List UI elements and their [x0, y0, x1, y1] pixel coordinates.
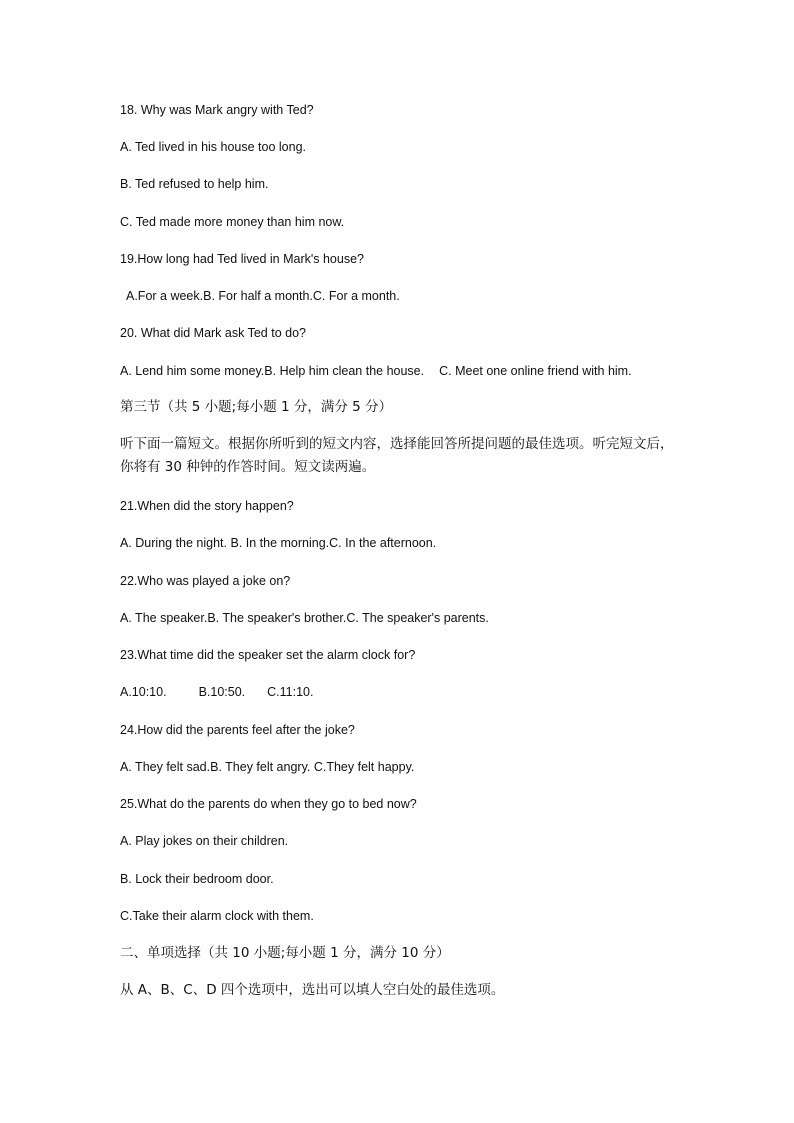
question-18-option-b: B. Ted refused to help him. [120, 177, 269, 191]
question-23-option-b: B.10:50. [198, 685, 246, 699]
question-18-option-c: C. Ted made more money than him now. [120, 215, 345, 229]
question-19-options: A.For a week.B. For half a month.C. For a month. [126, 289, 400, 303]
question-25-option-a: A. Play jokes on their children. [120, 834, 289, 848]
question-20-option-c: C. Meet one online friend with him. [439, 364, 632, 378]
section-3-instructions-line-2: 你将有 30 种钟的作答时间。短文读两遍。 [120, 459, 376, 475]
question-24: 24.How did the parents feel after the joke? [120, 723, 355, 737]
question-21-options: A. During the night. B. In the morning.C. In the afternoon. [120, 536, 437, 550]
question-23-option-a: A.10:10. [120, 685, 167, 699]
question-20: 20. What did Mark ask Ted to do? [120, 326, 306, 340]
question-19: 19.How long had Ted lived in Mark's house? [120, 252, 364, 266]
part-2-instructions: 从 A、B、C、D 四个选项中，选出可以填人空白处的最佳选项。 [120, 982, 505, 998]
section-3-title: 第三节（共 5 小题;每小题 1 分，满分 5 分） [120, 399, 393, 415]
question-20-options [120, 363, 632, 379]
question-23-options [120, 684, 313, 700]
question-20-options-ab: A. Lend him some money.B. Help him clean the house. [120, 364, 425, 378]
question-22: 22.Who was played a joke on? [120, 574, 291, 588]
question-23-option-c: C.11:10. [267, 685, 314, 699]
question-22-options: A. The speaker.B. The speaker's brother.C. The speaker's parents. [120, 611, 489, 625]
question-21: 21.When did the story happen? [120, 499, 294, 513]
question-25: 25.What do the parents do when they go to bed now? [120, 797, 417, 811]
section-3-instructions-line-1: 听下面一篇短文。根据你所听到的短文内容，选择能回答所提问题的最佳选项。听完短文后， [120, 436, 674, 452]
question-25-option-c: C.Take their alarm clock with them. [120, 909, 314, 923]
question-23: 23.What time did the speaker set the alarm clock for? [120, 648, 416, 662]
part-2-title: 二、单项选择（共 10 小题;每小题 1 分，满分 10 分） [120, 945, 450, 961]
question-25-option-b: B. Lock their bedroom door. [120, 872, 274, 886]
question-18-option-a: A. Ted lived in his house too long. [120, 140, 307, 154]
question-24-options: A. They felt sad.B. They felt angry. C.They felt happy. [120, 760, 415, 774]
question-18: 18. Why was Mark angry with Ted? [120, 103, 314, 117]
